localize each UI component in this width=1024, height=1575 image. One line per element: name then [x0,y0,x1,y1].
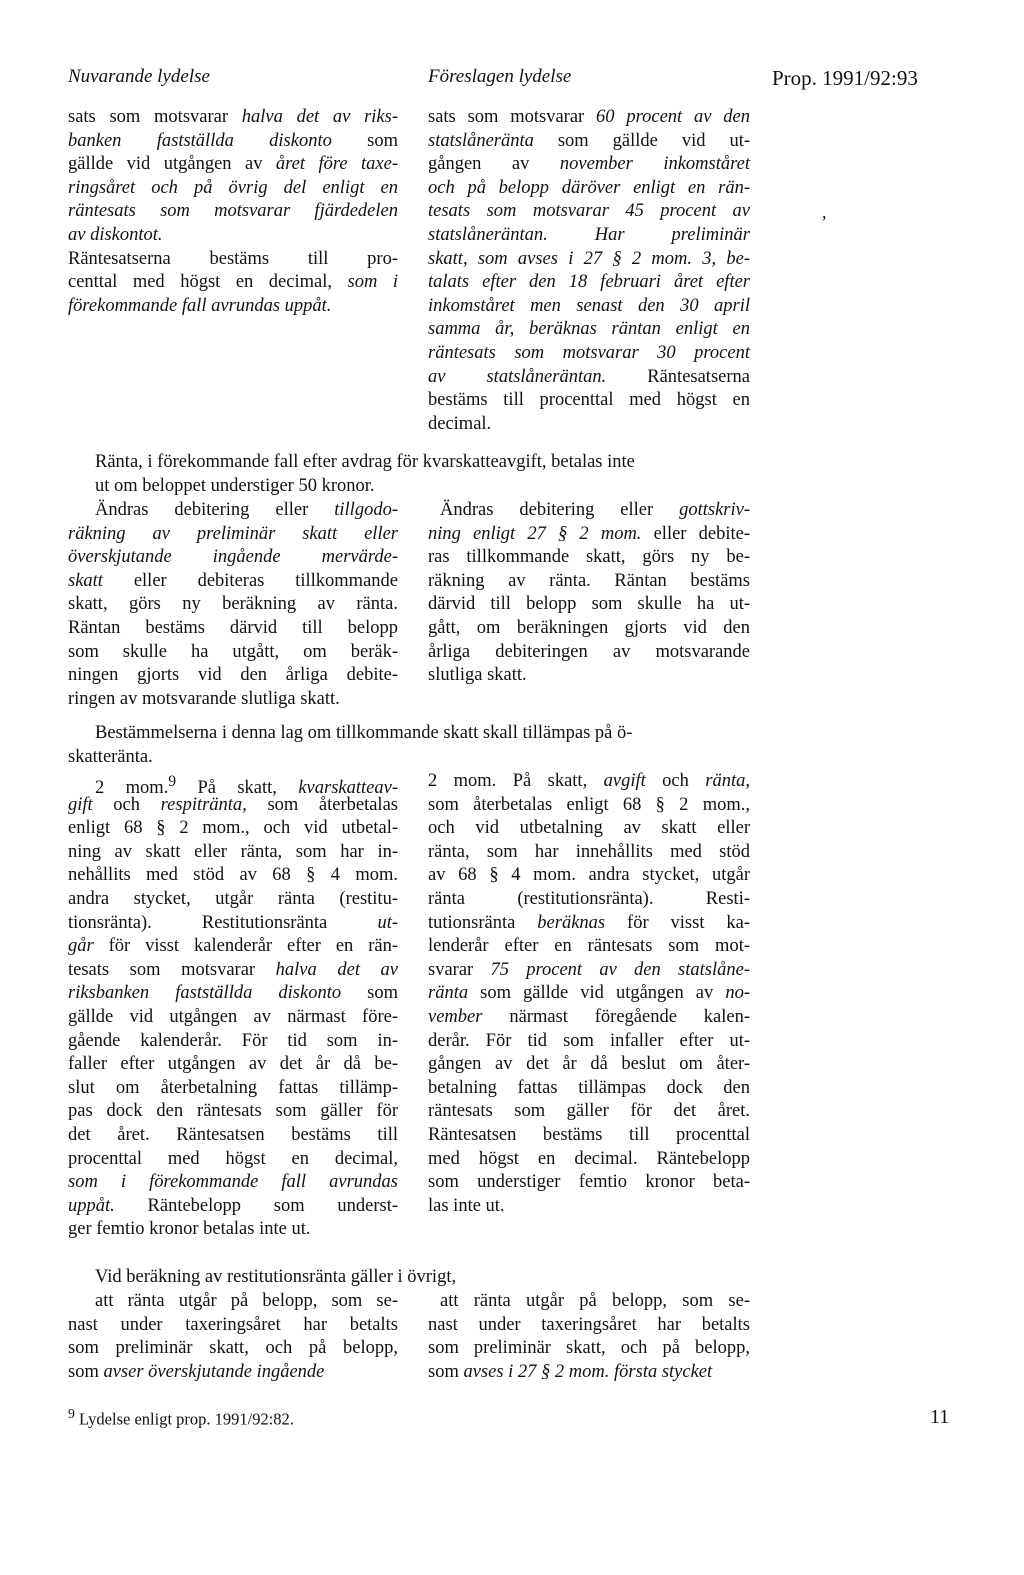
text-line: det året. Räntesatsen bestäms till [68,1124,398,1145]
text-line: skatt, som avses i 27 § 2 mom. 3, be- [428,248,750,269]
text-line: ränta (restitutionsränta). Resti- [428,888,750,909]
text-line: betalning fattas tillämpas dock den [428,1077,750,1098]
text-line: gående kalenderår. För tid som in- [68,1030,398,1051]
text-line: 2 mom.$^9$ På skatt, kvarskatteav- [95,773,398,799]
text-line: ränta som gällde vid utgången av no- [428,983,750,1004]
text-line: Räntesatserna bestäms till pro- [68,248,398,269]
text-line: lenderår efter en räntesats som mot- [428,936,750,957]
text-line: Ändras debitering eller gottskriv- [440,500,750,520]
paragraph-provisions [68,722,633,769]
text-line: att ränta utgår på belopp, som se- [95,1291,398,1311]
text-line: sats som motsvarar halva det av riks- [68,107,399,127]
text-line: ning enligt 27 § 2 mom. eller debite- [428,523,750,544]
text-line: decimal. [428,413,492,434]
text-line: Räntan bestäms därvid till belopp [68,617,398,638]
text-line: faller efter utgången av det år då be- [68,1054,398,1075]
text-line: nast under taxeringsåret har betalts [428,1314,750,1335]
proposition-reference: Prop. 1991/92:93 [772,66,918,90]
block2-proposed-text [428,499,750,688]
text-line: gått, om beräkningen gjorts vid den [428,617,750,638]
text-line: som återbetalas enligt 68 § 2 mom., [428,794,750,815]
text-line: ningen gjorts vid den årliga debite- [68,665,398,686]
text-line: går för visst kalenderår efter en rän- [68,936,398,957]
text-line: räntesats som gäller för det året. [428,1101,750,1122]
text-line: årliga debiteringen av motsvarande [428,641,750,662]
text-line: talats efter den 18 februari året efter [428,272,750,293]
text-line: skatt eller debiteras tillkommande [68,570,398,591]
text-line: andra stycket, utgår ränta (restitu- [68,888,398,909]
text-line: statslåneränta som gällde vid ut- [428,130,750,151]
text-line: räntesats som motsvarar fjärdedelen [68,201,398,222]
block1-proposed-text [428,106,750,436]
text-line: procenttal med högst en decimal, [68,1148,398,1169]
text-line: svarar 75 procent av den statslåne- [428,959,750,980]
text-line: enligt 68 § 2 mom., och vid utbetal- [68,818,398,839]
text-line: slutliga skatt. [428,665,527,686]
text-line: som i förekommande fall avrundas [68,1172,398,1193]
column-header-current: Nuvarande lydelse [68,66,210,87]
text-line: skatteränta. [68,746,153,767]
text-line: som preliminär skatt, och på belopp, [68,1338,398,1359]
text-line: tionsränta). Restitutionsränta ut- [68,912,398,933]
text-line: tesats som motsvarar halva det av [68,959,398,980]
text-line: av statslåneräntan. Räntesatserna [428,366,750,387]
text-line: gift och respitränta, som återbetalas [68,794,398,815]
text-line: skatt, görs ny beräkning av ränta. [68,594,398,615]
text-line: derår. För tid som infaller efter ut- [428,1030,750,1051]
text-line: centtal med högst en decimal, som i [68,272,398,293]
text-line: räkning av ränta. Räntan bestäms [428,570,750,591]
text-line: ringen av motsvarande slutliga skatt. [68,688,340,709]
text-line: av diskontot. [68,224,163,245]
text-line: som preliminär skatt, och på belopp, [428,1338,750,1359]
block3-proposed-text [428,770,750,1218]
text-line: att ränta utgår på belopp, som se- [440,1291,750,1311]
block2-current-text [68,499,398,711]
text-line: gällde vid utgången av närmast före- [68,1006,398,1027]
text-line: uppåt. Räntebelopp som underst- [68,1195,398,1216]
text-line: räkning av preliminär skatt eller [68,523,398,544]
text-line: överskjutande ingående mervärde- [68,547,398,568]
text-line: Bestämmelserna i denna lag om tillkommande skatt skall tillämpas på ö- [95,723,633,743]
text-line: pas dock den räntesats som gäller för [68,1101,398,1122]
text-line: som avser överskjutande ingående [68,1361,325,1382]
text-line: tutionsränta beräknas för visst ka- [428,912,751,933]
text-line: sats som motsvarar 60 procent av den [428,107,750,127]
text-line: nehållits med stöd av 68 § 4 mom. [68,865,398,886]
text-line: nast under taxeringsåret har betalts [68,1314,398,1335]
paragraph-interest-threshold [95,451,635,498]
text-line: ut om beloppet understiger 50 kronor. [95,475,375,496]
text-line: tesats som motsvarar 45 procent av [428,201,750,222]
text-line: och vid utbetalning av skatt eller [428,818,750,839]
text-line: Räntesatsen bestäms till procenttal [428,1124,750,1145]
text-line: statslåneräntan. Har preliminär [428,224,750,245]
page-number: 11 [930,1406,950,1428]
text-line: gången av november inkomståret [428,154,750,175]
text-line: och på belopp däröver enligt en rän- [428,177,750,198]
block4-current-text [68,1290,398,1384]
text-line: 2 mom. På skatt, avgift och ränta, [428,771,750,791]
block3-current-text [68,770,398,1242]
text-line: gången av det år då beslut om åter- [428,1054,750,1075]
text-line: las inte ut. [428,1195,505,1216]
text-line: inkomståret men senast den 30 april [428,295,750,316]
text-line: som understiger femtio kronor beta- [428,1172,750,1193]
text-line: därvid till belopp som skulle ha ut- [428,594,750,615]
footnote: $^9$ Lydelse enligt prop. 1991/92:82. [68,1406,294,1429]
text-line: som skulle ha utgått, om beräk- [68,641,398,662]
text-line: vember närmast föregående kalen- [428,1006,750,1027]
text-line: Ändras debitering eller tillgodo- [95,500,398,520]
text-line: ras tillkommande skatt, görs ny be- [428,547,750,568]
text-line: förekommande fall avrundas uppåt. [68,295,332,316]
column-header-proposed: Föreslagen lydelse [428,66,572,87]
text-line: ränta, som har innehållits med stöd [428,841,750,862]
text-line: som avses i 27 § 2 mom. första stycket [428,1361,713,1382]
text-line: samma år, beräknas räntan enligt en [428,319,750,340]
text-line: ringsåret och på övrig del enligt en [68,177,398,198]
text-line: gällde vid utgången av året före taxe- [68,154,398,175]
block1-current-text [68,106,398,318]
text-line: banken fastställda diskonto som [68,130,398,151]
text-line: räntesats som motsvarar 30 procent [428,342,750,363]
margin-mark: , [822,202,827,222]
block4-proposed-text [428,1290,750,1384]
text-line: bestäms till procenttal med högst en [428,390,750,411]
text-line: med högst en decimal. Räntebelopp [428,1148,750,1169]
paragraph-restitution-calc [95,1266,456,1290]
text-line: ning av skatt eller ränta, som har in- [68,841,398,862]
text-line: Ränta, i förekommande fall efter avdrag för kvarskatteavgift, betalas inte [95,452,635,472]
text-line: av 68 § 4 mom. andra stycket, utgår [428,865,750,886]
text-line: Vid beräkning av restitutionsränta gäller i övrigt, [95,1267,457,1287]
text-line: riksbanken fastställda diskonto som [68,983,398,1004]
text-line: ger femtio kronor betalas inte ut. [68,1219,311,1240]
text-line: slut om återbetalning fattas tillämp- [68,1077,398,1098]
